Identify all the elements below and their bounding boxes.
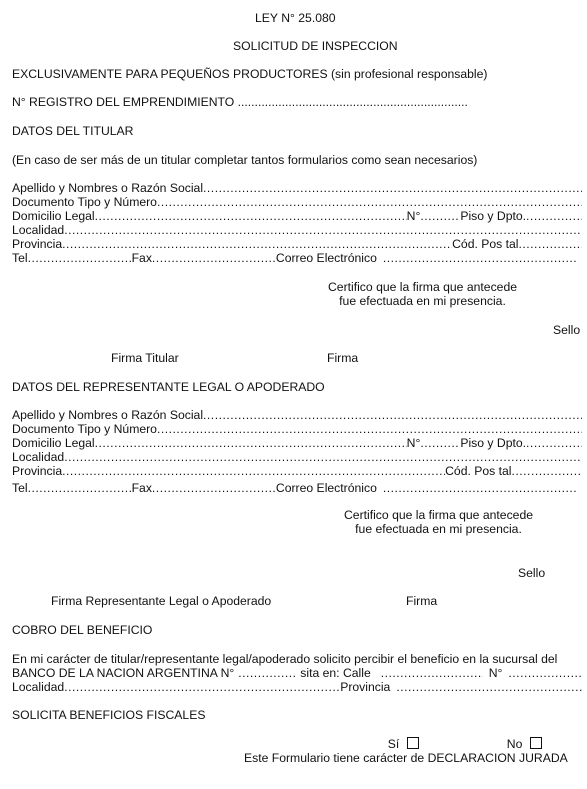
titular-localidad-field[interactable] — [12, 223, 582, 237]
no-checkbox[interactable] — [530, 737, 542, 749]
representante-certifico-line1: Certifico que la firma que antecede — [343, 508, 533, 522]
field-label: Piso y Dpto. — [460, 436, 527, 450]
field-label: Provincia — [12, 464, 63, 478]
field-label: Localidad — [12, 680, 65, 694]
registro-field[interactable]: N° REGISTRO DEL EMPRENDIMIENTO .................................................................... — [12, 95, 468, 109]
cobro-heading: COBRO DEL BENEFICIO — [12, 623, 153, 637]
representante-provincia-field[interactable] — [12, 464, 582, 478]
representante-documento-field[interactable] — [12, 422, 582, 436]
field-label: Cód. Pos tal — [445, 464, 512, 478]
field-label: Correo Electrónico — [275, 481, 377, 495]
field-label: N° — [488, 666, 503, 680]
field-label: Documento Tipo y Número — [12, 422, 157, 436]
titular-apellido-field[interactable] — [12, 181, 582, 195]
si-label: Sí — [387, 737, 400, 751]
si-checkbox[interactable] — [407, 737, 419, 749]
field-label: N° — [406, 209, 421, 223]
form-subtitle: EXCLUSIVAMENTE PARA PEQUEÑOS PRODUCTORES (sin profesional responsable) — [12, 67, 488, 81]
no-option[interactable] — [500, 723, 542, 751]
law-number: LEY N° 25.080 — [255, 11, 336, 25]
firma-titular-label: Firma Titular — [111, 351, 179, 365]
declaracion-jurada: Este Formulario tiene carácter de DECLARACION JURADA — [244, 751, 568, 765]
si-option[interactable] — [381, 723, 419, 751]
field-label: Tel — [12, 481, 28, 495]
representante-sello: Sello — [518, 566, 546, 580]
field-label: N° — [406, 436, 421, 450]
field-label: Tel — [12, 251, 28, 265]
field-label: Correo Electrónico — [275, 251, 377, 265]
cobro-texto: En mi carácter de titular/representante legal/apoderado solicito percibir el beneficio en la sucursal del — [12, 652, 558, 666]
representante-heading: DATOS DEL REPRESENTANTE LEGAL O APODERADO — [12, 380, 325, 394]
representante-apellido-field[interactable] — [12, 408, 582, 422]
field-label: Cód. Pos tal — [452, 237, 519, 251]
titular-firma-label: Firma — [327, 351, 359, 365]
field-label: Apellido y Nombres o Razón Social — [12, 181, 204, 195]
field-label: Localidad — [12, 223, 65, 237]
titular-domicilio-field[interactable] — [12, 209, 582, 223]
representante-domicilio-field[interactable] — [12, 436, 582, 450]
titular-heading: DATOS DEL TITULAR — [12, 124, 134, 138]
field-label: BANCO DE LA NACION ARGENTINA N° — [12, 666, 235, 680]
form-title: SOLICITUD DE INSPECCION — [233, 39, 398, 53]
field-label: Provincia — [340, 680, 391, 694]
titular-certifico-line2: fue efectuada en mi presencia. — [339, 294, 506, 308]
field-label: Fax — [131, 251, 152, 265]
field-label: Apellido y Nombres o Razón Social — [12, 408, 204, 422]
fiscales-heading: SOLICITA BENEFICIOS FISCALES — [12, 708, 206, 722]
field-label: Domicilio Legal — [12, 209, 95, 223]
titular-sello: Sello — [553, 323, 581, 337]
field-label: Domicilio Legal — [12, 436, 95, 450]
representante-tel-field[interactable] — [12, 481, 577, 495]
titular-tel-field[interactable] — [12, 251, 577, 265]
field-label: Provincia — [12, 237, 63, 251]
field-label: Fax — [131, 481, 152, 495]
field-label: Documento Tipo y Número — [12, 195, 157, 209]
titular-note: (En caso de ser más de un titular completar tantos formularios como sean necesarios) — [12, 153, 478, 167]
titular-documento-field[interactable] — [12, 195, 582, 209]
field-label: sita en: Calle — [300, 666, 371, 680]
firma-representante-label: Firma Representante Legal o Apoderado — [51, 594, 272, 608]
banco-field[interactable] — [12, 666, 582, 680]
titular-certifico-line1: Certifico que la firma que antecede — [327, 280, 517, 294]
field-label: Localidad — [12, 450, 65, 464]
field-label: Piso y Dpto. — [460, 209, 527, 223]
no-label: No — [506, 737, 523, 751]
representante-firma-label: Firma — [406, 594, 438, 608]
cobro-localidad-field[interactable] — [12, 680, 582, 694]
representante-certifico-line2: fue efectuada en mi presencia. — [355, 522, 522, 536]
titular-provincia-field[interactable] — [12, 237, 582, 251]
representante-localidad-field[interactable] — [12, 450, 582, 464]
